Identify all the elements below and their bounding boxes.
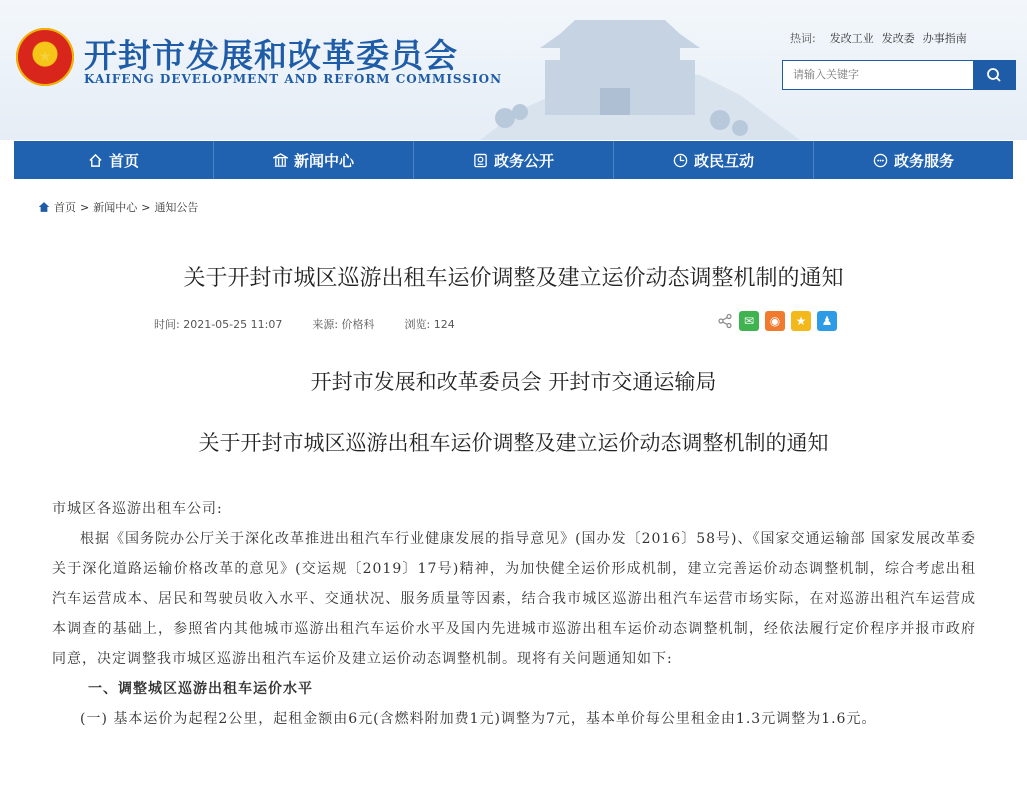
nav-label: 政务公开 (493, 151, 554, 170)
nav-label: 新闻中心 (293, 151, 354, 170)
chat-icon (673, 153, 688, 168)
search-icon (986, 67, 1002, 83)
qq-share-icon[interactable]: ♟ (817, 311, 837, 331)
nav-item-news[interactable] (214, 141, 414, 179)
breadcrumb-notices[interactable]: 通知公告 (154, 201, 199, 214)
search-input[interactable] (783, 61, 979, 87)
search-box (782, 60, 1016, 90)
issuing-organizations: 开封市发展和改革委员会 开封市交通运输局 (310, 370, 717, 394)
breadcrumb-home[interactable]: 首页 (54, 201, 76, 214)
site-title: 开封市发展和改革委员会 (84, 36, 458, 75)
nav-item-service[interactable] (814, 141, 1013, 179)
share-icon[interactable] (717, 313, 733, 329)
article-meta (154, 316, 455, 332)
home-icon (38, 201, 50, 213)
share-bar (717, 311, 837, 331)
nav-item-home[interactable] (14, 141, 214, 179)
breadcrumb-news[interactable]: 新闻中心 (93, 201, 138, 214)
hot-word-link[interactable]: 发改工业 (829, 32, 874, 45)
home-icon (88, 153, 103, 168)
site-header (0, 0, 1027, 140)
national-emblem-icon: ★ (16, 28, 74, 86)
nav-label: 政务服务 (893, 151, 954, 170)
nav-item-gov-open[interactable] (414, 141, 614, 179)
main-nav (14, 141, 1013, 179)
qzone-share-icon[interactable]: ★ (791, 311, 811, 331)
wechat-share-icon[interactable]: ✉ (739, 311, 759, 331)
article-source: 来源: 价格科 (312, 318, 375, 331)
salutation: 市城区各巡游出租车公司: (52, 501, 223, 517)
bank-icon (273, 153, 288, 168)
section-heading: 一、调整城区巡游出租车运价水平 (88, 681, 313, 697)
body-paragraph: 根据《国务院办公厅关于深化改革推进出租汽车行业健康发展的指导意见》(国办发〔2016〕58号)、《国家交通运输部 国家发展改革委关于深化道路运输价格改革的意见》(交运规〔2019〕17号)精神，为加快健全运价形成机制，建立完善运价动态调整机制，综合考虑出租汽车运营成本、居民和驾驶员收入水平、交通状况、服务质量等因素，结合我市城区巡游出租汽车运营市场实际，在对巡游出租汽车运营成本调查的基础上，参照省内其他城市巡游出租汽车运价水平及国内先进城市巡游出租车运价动态调整机制，经依法履行定价程序并报市政府同意，决定调整我市城区巡游出租汽车运价及建立运价动态调整机制。现将有关问题通知如下: (52, 531, 976, 667)
breadcrumb-separator: > (80, 200, 90, 214)
nav-label: 政民互动 (693, 151, 754, 170)
hot-words-label: 热词: (790, 32, 816, 45)
article-body (52, 494, 976, 734)
hot-words (790, 30, 967, 46)
site-title-en: KAIFENG DEVELOPMENT AND REFORM COMMISSION (84, 72, 503, 86)
service-icon (873, 153, 888, 168)
breadcrumb-separator: > (141, 200, 151, 214)
search-button[interactable] (973, 61, 1015, 89)
publish-time: 时间: 2021-05-25 11:07 (154, 318, 283, 331)
hot-word-link[interactable]: 发改委 (881, 32, 915, 45)
document-title: 关于开封市城区巡游出租车运价调整及建立运价动态调整机制的通知 (198, 431, 829, 455)
document-icon (473, 153, 488, 168)
nav-item-interaction[interactable] (614, 141, 814, 179)
article-title: 关于开封市城区巡游出租车运价调整及建立运价动态调整机制的通知 (183, 266, 844, 291)
body-paragraph: (一) 基本运价为起程2公里，起租金额由6元(含燃料附加费1元)调整为7元，基本单价每公里租金由1.3元调整为1.6元。 (80, 711, 877, 727)
nav-label: 首页 (108, 151, 139, 170)
hot-word-link[interactable]: 办事指南 (922, 32, 967, 45)
breadcrumb (38, 199, 198, 215)
view-count: 浏览: 124 (404, 318, 455, 331)
weibo-share-icon[interactable]: ◉ (765, 311, 785, 331)
